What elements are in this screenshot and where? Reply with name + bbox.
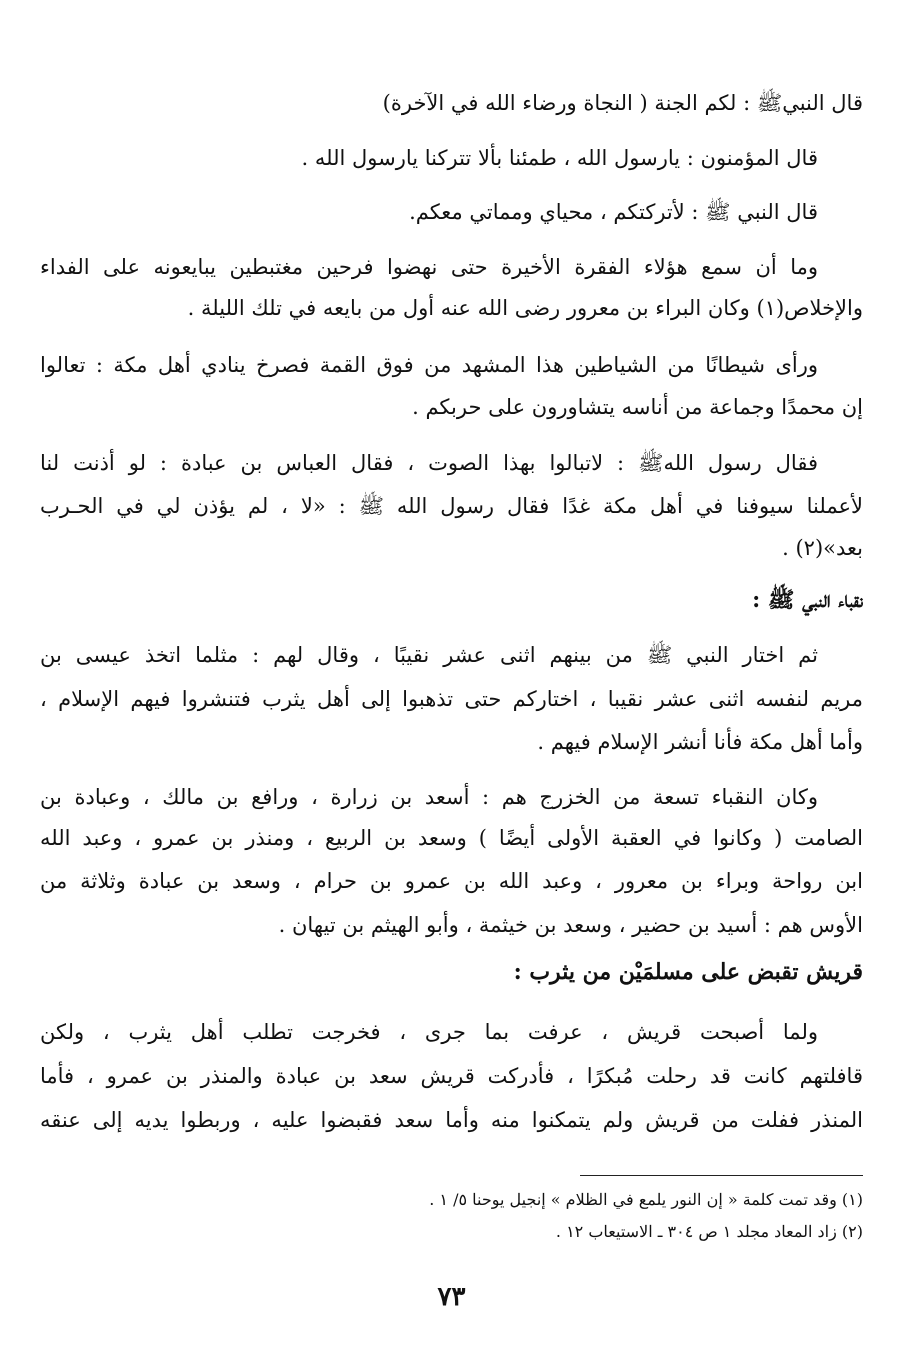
footnote-divider (580, 1175, 863, 1176)
page-number: ٧٣ (437, 1282, 466, 1312)
text-line: ولما أصبحت قريش ، عرفت بما جرى ، فخرجت تطلب أهل يثرب ، ولكن (40, 1020, 818, 1044)
section-heading: نقباء النبي ﷺ : (752, 587, 863, 613)
text-line: بعد»(٢) . (782, 536, 863, 560)
text-line: المنذر ففلت من قريش ولم يتمكنوا منه وأما سعد فقبضوا عليه ، وربطوا يديه إلى عنقه (40, 1108, 863, 1132)
text-line: قال المؤمنون : يارسول الله ، طمئنا بألا تتركنا يارسول الله . (301, 146, 818, 170)
text-line: ورأى شيطانًا من الشياطين هذا المشهد من فوق القمة فصرخ ينادي أهل مكة : تعالوا (40, 353, 818, 377)
text-line: الصامت ( وكانوا في العقبة الأولى أيضًا ) وسعد بن الربيع ، ومنذر بن عمرو ، وعبد الله (40, 826, 863, 850)
text-line: والإخلاص(١) وكان البراء بن معرور رضى الله عنه أول من بايعه في تلك الليلة . (187, 296, 863, 320)
text-line: وأما أهل مكة فأنا أنشر الإسلام فيهم . (537, 730, 863, 754)
text-line: فقال رسول اللهﷺ : لاتبالوا بهذا الصوت ، فقال العباس بن عبادة : لو أذنت لنا (40, 451, 818, 475)
text-line: قال النبي ﷺ : لأتركتكم ، محياي ومماتي معكم. (409, 200, 818, 224)
footnote: (١) وقد تمت كلمة « إن النور يلمع في الظلام » إنجيل يوحنا ٥/ ١ . (429, 1190, 863, 1209)
section-heading: قريش تقبض على مسلمَيْن من يثرب : (513, 959, 863, 985)
text-line: ابن رواحة وبراء بن معرور ، وعبد الله بن عمرو بن حرام ، وسعد بن عبادة وثلاثة من (40, 869, 863, 893)
text-line: وكان النقباء تسعة من الخزرج هم : أسعد بن زرارة ، ورافع بن مالك ، وعبادة بن (40, 785, 818, 809)
text-line: قال النبيﷺ : لكم الجنة ( النجاة ورضاء الله في الآخرة) (382, 91, 863, 115)
text-line: لأعملنا سيوفنا في أهل مكة غدًا فقال رسول الله ﷺ : «لا ، لم يؤذن لي في الحـرب (40, 494, 863, 518)
text-line: مريم لنفسه اثنى عشر نقيبا ، اختاركم حتى تذهبوا إلى أهل يثرب فتنشروا فيهم الإسلام ، (40, 687, 863, 711)
text-line: الأوس هم : أسيد بن حضير ، وسعد بن خيثمة ، وأبو الهيثم بن تيهان . (278, 913, 863, 937)
text-line: قافلتهم كانت قد رحلت مُبكرًا ، فأدركت قريش سعد بن عبادة والمنذر بن عمرو ، فأما (40, 1064, 863, 1088)
text-line: ثم اختار النبي ﷺ من بينهم اثنى عشر نقيبًا ، وقال لهم : مثلما اتخذ عيسى بن (40, 643, 818, 667)
text-line: إن محمدًا وجماعة من أناسه يتشاورون على حربكم . (412, 395, 863, 419)
footnote: (٢) زاد المعاد مجلد ١ ص ٣٠٤ ـ الاستيعاب ١٢ . (555, 1222, 863, 1241)
text-line: وما أن سمع هؤلاء الفقرة الأخيرة حتى نهضوا فرحين مغتبطين يبايعونه على الفداء (40, 255, 818, 279)
